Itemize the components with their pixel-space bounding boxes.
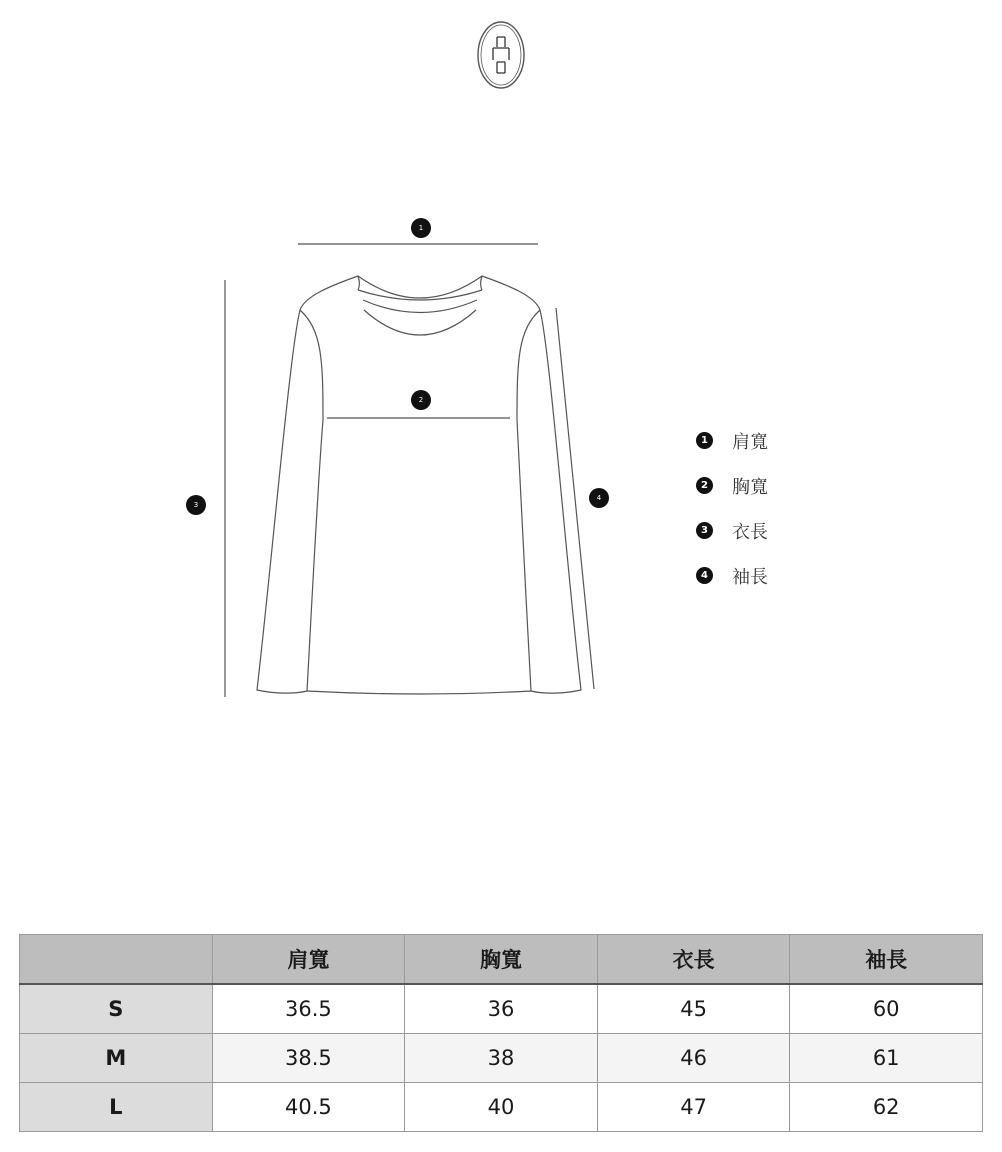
legend-number: 3 [696,522,713,539]
table-cell: 38 [405,1034,598,1083]
size-chart-table [19,934,983,1132]
table-row [20,1034,983,1083]
table-cell: 36.5 [212,984,405,1034]
size-label: L [20,1083,213,1132]
legend-label: 袖長 [732,566,768,588]
legend-item [696,553,768,598]
table-row [20,1083,983,1132]
table-cell: 45 [597,984,790,1034]
measurement-legend [696,418,768,598]
header-sleeve: 袖長 [790,935,983,985]
size-label: M [20,1034,213,1083]
table-cell: 47 [597,1083,790,1132]
header-shoulder: 肩寬 [212,935,405,985]
sweater-outline [257,276,581,694]
table-cell: 60 [790,984,983,1034]
legend-number: 1 [696,432,713,449]
legend-number: 4 [696,567,713,584]
legend-label: 衣長 [732,521,768,543]
legend-number: 2 [696,477,713,494]
corner-cell [20,935,213,985]
legend-label: 肩寬 [732,431,768,453]
legend-item [696,508,768,553]
table-cell: 46 [597,1034,790,1083]
table-cell: 40.5 [212,1083,405,1132]
marker-shoulder: 1 [411,218,431,238]
legend-label: 胸寬 [732,476,768,498]
size-label: S [20,984,213,1034]
header-length: 衣長 [597,935,790,985]
table-cell: 62 [790,1083,983,1132]
marker-length: 3 [186,495,206,515]
table-cell: 40 [405,1083,598,1132]
table-row [20,984,983,1034]
marker-sleeve: 4 [589,488,609,508]
table-cell: 61 [790,1034,983,1083]
table-header-row [20,935,983,985]
header-chest: 胸寬 [405,935,598,985]
marker-chest: 2 [411,390,431,410]
legend-item [696,463,768,508]
legend-item [696,418,768,463]
table-cell: 36 [405,984,598,1034]
table-cell: 38.5 [212,1034,405,1083]
